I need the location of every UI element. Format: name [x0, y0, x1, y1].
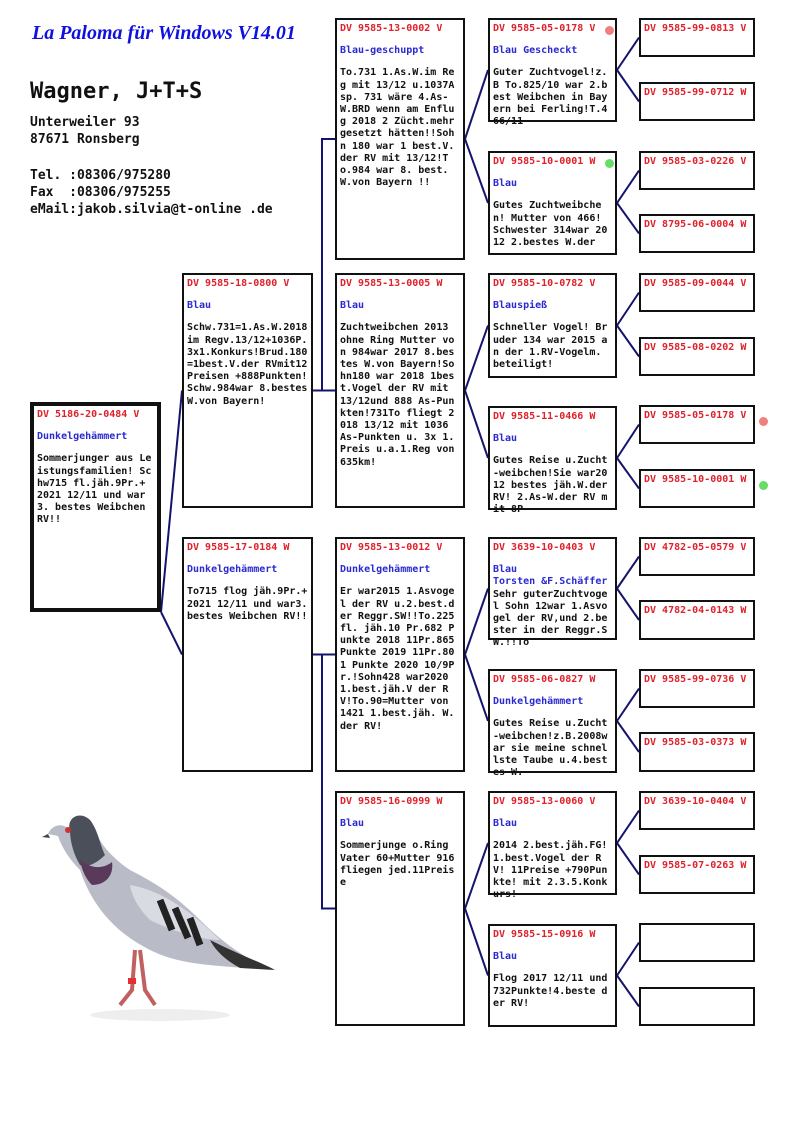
ring-number: DV 9585-09-0044 V: [644, 278, 747, 289]
owner-name: Wagner, J+T+S: [30, 79, 203, 104]
feather-color: Dunkelgehämmert: [187, 564, 278, 576]
feather-color: Blau Torsten &F.Schäffer: [493, 564, 608, 588]
performance-notes: Schneller Vogel! Bruder 134 war 2015 an der 1.RV-Vogelm. beteiligt!: [493, 322, 608, 371]
connector-line: [161, 612, 182, 655]
ring-number: DV 9585-10-0001 W: [644, 474, 747, 485]
connector-line: [617, 293, 639, 326]
pedigree-card[interactable]: [488, 18, 617, 128]
ring-number: DV 9585-17-0184 W: [187, 542, 290, 553]
connector-line: [313, 139, 335, 391]
pedigree-card[interactable]: [639, 855, 755, 894]
connector-line: [617, 425, 639, 459]
connector-line: [617, 843, 639, 875]
connector-line: [465, 139, 488, 203]
ring-number: DV 9585-99-0712 W: [644, 87, 747, 98]
feather-color: Blau: [493, 178, 518, 190]
ring-number: DV 9585-13-0005 W: [340, 278, 443, 289]
feather-color: Blau: [340, 818, 365, 830]
connector-line: [617, 203, 639, 234]
connector-line: [465, 391, 488, 459]
pedigree-card[interactable]: [639, 151, 755, 190]
ring-number: DV 9585-16-0999 W: [340, 796, 443, 807]
ring-number: DV 9585-18-0800 V: [187, 278, 290, 289]
ring-number: DV 9585-03-0226 V: [644, 156, 747, 167]
pedigree-card[interactable]: [488, 273, 617, 378]
pedigree-card[interactable]: [639, 732, 755, 772]
performance-notes: Sommerjunger aus Leistungsfamilien! Schw715 fl.jäh.9Pr.+ 2021 12/11 und war3. bestes Weibchen RV!!: [37, 453, 152, 526]
ring-number: DV 3639-10-0404 V: [644, 796, 747, 807]
pedigree-card[interactable]: [639, 337, 755, 376]
ring-number: DV 9585-10-0782 V: [493, 278, 596, 289]
feather-color: Dunkelgehämmert: [37, 431, 128, 443]
pedigree-card[interactable]: [639, 923, 755, 962]
ring-number: DV 9585-13-0060 V: [493, 796, 596, 807]
connector-line: [161, 391, 182, 613]
pedigree-card[interactable]: [488, 924, 617, 1027]
ring-number: DV 9585-06-0827 W: [493, 674, 596, 685]
owner-street: Unterweiler 93: [30, 115, 140, 130]
pedigree-card[interactable]: [335, 791, 465, 1026]
performance-notes: Sommerjunge o.Ring Vater 60+Mutter 916 fliegen jed.11Preise: [340, 840, 461, 889]
connector-line: [617, 70, 639, 102]
owner-email: eMail:jakob.silvia@t-online .de: [30, 202, 273, 217]
connector-line: [617, 458, 639, 489]
connector-line: [313, 655, 335, 909]
pedigree-card[interactable]: [639, 600, 755, 640]
connector-line: [617, 976, 639, 1007]
connector-line: [617, 721, 639, 752]
pedigree-card[interactable]: [639, 82, 755, 121]
connector-line: [465, 326, 488, 391]
pedigree-card[interactable]: [30, 402, 161, 612]
ring-number: DV 4782-05-0579 V: [644, 542, 747, 553]
ring-number: DV 9585-03-0373 W: [644, 737, 747, 748]
performance-notes: 2014 2.best.jäh.FG! 1.best.Vogel der RV! 11Preise +790Punkte! mit 2.3.5.Konkurs!: [493, 840, 614, 901]
green-marker-icon: [605, 159, 614, 168]
ring-number: DV 9585-05-0178 V: [644, 410, 747, 421]
pedigree-card[interactable]: [639, 469, 755, 508]
feather-color: Blau: [493, 433, 518, 445]
performance-notes: To.731 1.As.W.im Reg mit 13/12 u.1037Asp. 731 wäre 4.As-W.BRD wenn am Enflug 2018 2 Zücht.mehr gesetzt hätten!!Sohn 180 war 1 best.V. der RV mit 13/12!To.984 war 8. best.W.von Bayern !!: [340, 67, 461, 189]
feather-color: Blau Gescheckt: [493, 45, 578, 57]
ring-number: DV 9585-15-0916 W: [493, 929, 596, 940]
performance-notes: Gutes Reise u.Zucht-weibchen!z.B.2008war sie meine schnellste Taube u.4.bestes W.: [493, 718, 608, 779]
pedigree-card[interactable]: [639, 273, 755, 312]
pigeon-photo: [40, 790, 280, 1030]
owner-fax: Fax :08306/975255: [30, 185, 171, 200]
red-marker-icon: [759, 417, 768, 426]
pedigree-card[interactable]: [335, 537, 465, 772]
pedigree-card[interactable]: [488, 791, 617, 901]
feather-color: Blau-geschuppt: [340, 45, 425, 57]
pedigree-card[interactable]: [182, 537, 313, 772]
connector-line: [465, 70, 488, 139]
app-title-logo: La Paloma für Windows V14.01: [32, 22, 296, 44]
pedigree-card[interactable]: [639, 405, 755, 444]
performance-notes: Er war2015 1.Asvogel der RV u.2.best.der Reggr.SW!!To.225 fl. jäh.10 Pr.682 Punkte 2018 11Pr.865 Punkte 2019 11Pr.801 Punkte 2020 10/9Pr.!Sohn428 war2020 1.best.jäh.V der RV!To.90=Mutter von 1421 1.best.jäh. W.der RV!: [340, 586, 461, 732]
pedigree-card[interactable]: [488, 151, 617, 255]
performance-notes: Guter Zuchtvogel!z.B To.825/10 war 2.best Weibchen in Bayern bei Ferling!T.466/11: [493, 67, 608, 128]
performance-notes: Flog 2017 12/11 und 732Punkte!4.beste der RV!: [493, 973, 614, 1009]
pedigree-card[interactable]: [639, 214, 755, 253]
pedigree-card[interactable]: [639, 987, 755, 1026]
ring-number: DV 9585-08-0202 W: [644, 342, 747, 353]
ring-number: DV 8795-06-0004 W: [644, 219, 747, 230]
connector-line: [617, 811, 639, 844]
owner-city: 87671 Ronsberg: [30, 132, 140, 147]
owner-tel: Tel. :08306/975280: [30, 168, 171, 183]
connector-line: [617, 38, 639, 71]
feather-color: Blau: [340, 300, 365, 312]
ring-number: DV 9585-10-0001 W: [493, 156, 596, 167]
ring-number: DV 9585-13-0012 V: [340, 542, 443, 553]
feather-color: Dunkelgehämmert: [340, 564, 431, 576]
green-marker-icon: [759, 481, 768, 490]
pedigree-card[interactable]: [182, 273, 313, 508]
red-marker-icon: [605, 26, 614, 35]
connector-line: [465, 655, 488, 722]
feather-color: Blau: [493, 951, 518, 963]
pedigree-card[interactable]: [335, 273, 465, 508]
pedigree-card[interactable]: [639, 18, 755, 57]
ring-number: DV 5186-20-0484 V: [37, 409, 140, 420]
performance-notes: Gutes Zuchtweibchen! Mutter von 466! Schwester 314war 2012 2.bestes W.der: [493, 200, 608, 249]
connector-line: [465, 843, 488, 909]
ring-number: DV 3639-10-0403 V: [493, 542, 596, 553]
ring-number: DV 9585-99-0813 V: [644, 23, 747, 34]
pedigree-card[interactable]: [335, 18, 465, 260]
feather-color: Blau: [493, 818, 518, 830]
pedigree-card[interactable]: [488, 537, 617, 649]
pedigree-card[interactable]: [488, 669, 617, 779]
ring-number: DV 9585-07-0263 W: [644, 860, 747, 871]
connector-line: [617, 326, 639, 357]
performance-notes: Schw.731=1.As.W.2018 im Regv.13/12+1036P. 3x1.Konkurs!Brud.180 =1best.V.der RVmit12 Preisen +888Punkten! Schw.984war 8.bestes W.von Bayern!: [187, 322, 314, 407]
connector-line: [465, 589, 488, 655]
connector-line: [617, 943, 639, 976]
connector-line: [617, 589, 639, 621]
connector-line: [617, 557, 639, 589]
ring-number: DV 9585-11-0466 W: [493, 411, 596, 422]
feather-color: Blauspieß: [493, 300, 548, 312]
connector-line: [617, 171, 639, 204]
performance-notes: Sehr guterZuchtvogel Sohn 12war 1.Asvogel der RV,und 2.bester in der Reggr.SW.!!To: [493, 588, 608, 649]
connector-line: [465, 909, 488, 976]
ring-number: DV 4782-04-0143 W: [644, 605, 747, 616]
ring-number: DV 9585-13-0002 V: [340, 23, 443, 34]
pedigree-card[interactable]: [639, 537, 755, 576]
pedigree-card[interactable]: [488, 406, 617, 516]
pedigree-card[interactable]: [639, 669, 755, 708]
ring-number: DV 9585-99-0736 V: [644, 674, 747, 685]
feather-color: Blau: [187, 300, 212, 312]
performance-notes: Zuchtweibchen 2013 ohne Ring Mutter von 984war 2017 8.bestes W.von Bayern!Sohn180 war 2018 1best.Vogel der RV mit 13/12und 888 As-Punkten!731To fliegt 2018 13/12 mit 1036 As-Punkten u. 3x 1.Preis u.a.1.Reg von 635km!: [340, 322, 461, 468]
ring-number: DV 9585-05-0178 V: [493, 23, 596, 34]
performance-notes: To715 flog jäh.9Pr.+ 2021 12/11 und war3. bestes Weibchen RV!!: [187, 586, 314, 622]
pedigree-card[interactable]: [639, 791, 755, 830]
feather-color: Dunkelgehämmert: [493, 696, 584, 708]
connector-line: [617, 689, 639, 722]
performance-notes: Gutes Reise u.Zucht-weibchen!Sie war2012 bestes jäh.W.der RV! 2.As-W.der RV mit 8P: [493, 455, 614, 516]
